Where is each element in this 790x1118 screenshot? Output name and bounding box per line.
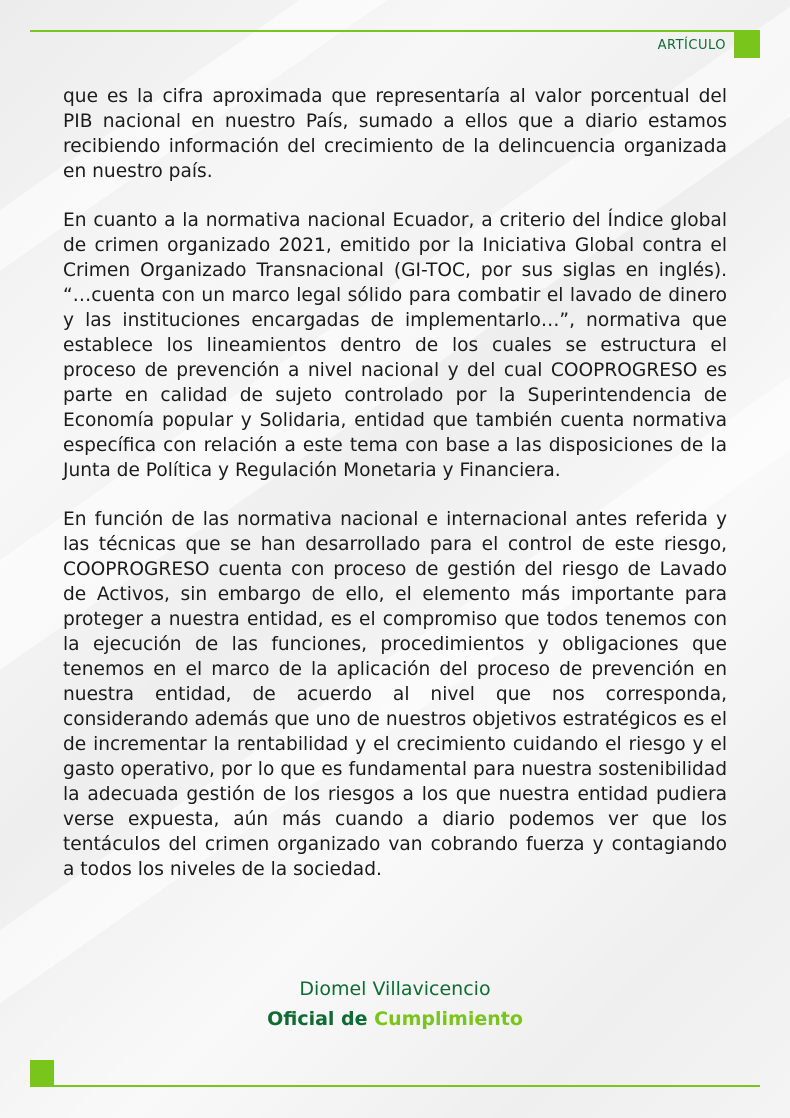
- paragraph: En función de las normativa nacional e internacional antes referida y las técnicas que se han desarrollado para el control de este riesgo, COOPROGRESO cuenta con proceso de gestión del riesgo de Lavado de Activos, sin embargo de ello, el elemento más importante para proteger a nuestra entidad, es el compromiso que todos tenemos con la ejecución de las funciones, procedimientos y obligaciones que tenemos en el marco de la aplicación del proceso de prevención en nuestra entidad, de acuerdo al nivel que nos corresponda, considerando además que uno de nuestros objetivos estratégicos es el de incrementar la rentabilidad y el crecimiento cuidando el riesgo y el gasto operativo, por lo que es fundamental para nuestra sostenibilidad la adecuada gestión de los riesgos a los que nuestra entidad pudiera verse expuesta, aún más cuando a diario podemos ver que los tentáculos del crimen organizado van cobrando fuerza y contagiando a todos los niveles de la sociedad.: [63, 509, 727, 880]
- paragraph: que es la cifra aproximada que representaría al valor porcentual del PIB nacional en nuestro País, sumado a ellos que a diario estamos recibiendo información del crecimiento de la delincuencia organizada en nuestro país.: [63, 86, 727, 182]
- top-rule: [30, 30, 760, 32]
- signature-role-prefix: Oficial de: [267, 1008, 368, 1030]
- section-label: ARTÍCULO: [657, 38, 726, 53]
- bottom-accent-square: [30, 1060, 54, 1085]
- paragraph: En cuanto a la normativa nacional Ecuador, a criterio del Índice global de crimen organizado 2021, emitido por la Iniciativa Global contra el Crimen Organizado Transnacional (GI-TOC, por sus siglas en inglés). “…cuenta con un marco legal sólido para combatir el lavado de dinero y las instituciones encargadas de implementarlo…”, normativa que establece los lineamientos dentro de los cuales se estructura el proceso de prevención a nivel nacional y del cual COOPROGRESO es parte en calidad de sujeto controlado por la Superintendencia de Economía popular y Solidaria, entidad que también cuenta normativa específica con relación a este tema con base a las disposiciones de la Junta de Política y Regulación Monetaria y Financiera.: [63, 210, 727, 481]
- top-accent-square: [734, 32, 760, 58]
- signature-name: Diomel Villavicencio: [299, 978, 491, 1000]
- bottom-rule: [30, 1085, 760, 1087]
- article-body: [63, 84, 727, 906]
- signature-role: [0, 1008, 790, 1030]
- signature-role-highlight: Cumplimiento: [374, 1008, 523, 1030]
